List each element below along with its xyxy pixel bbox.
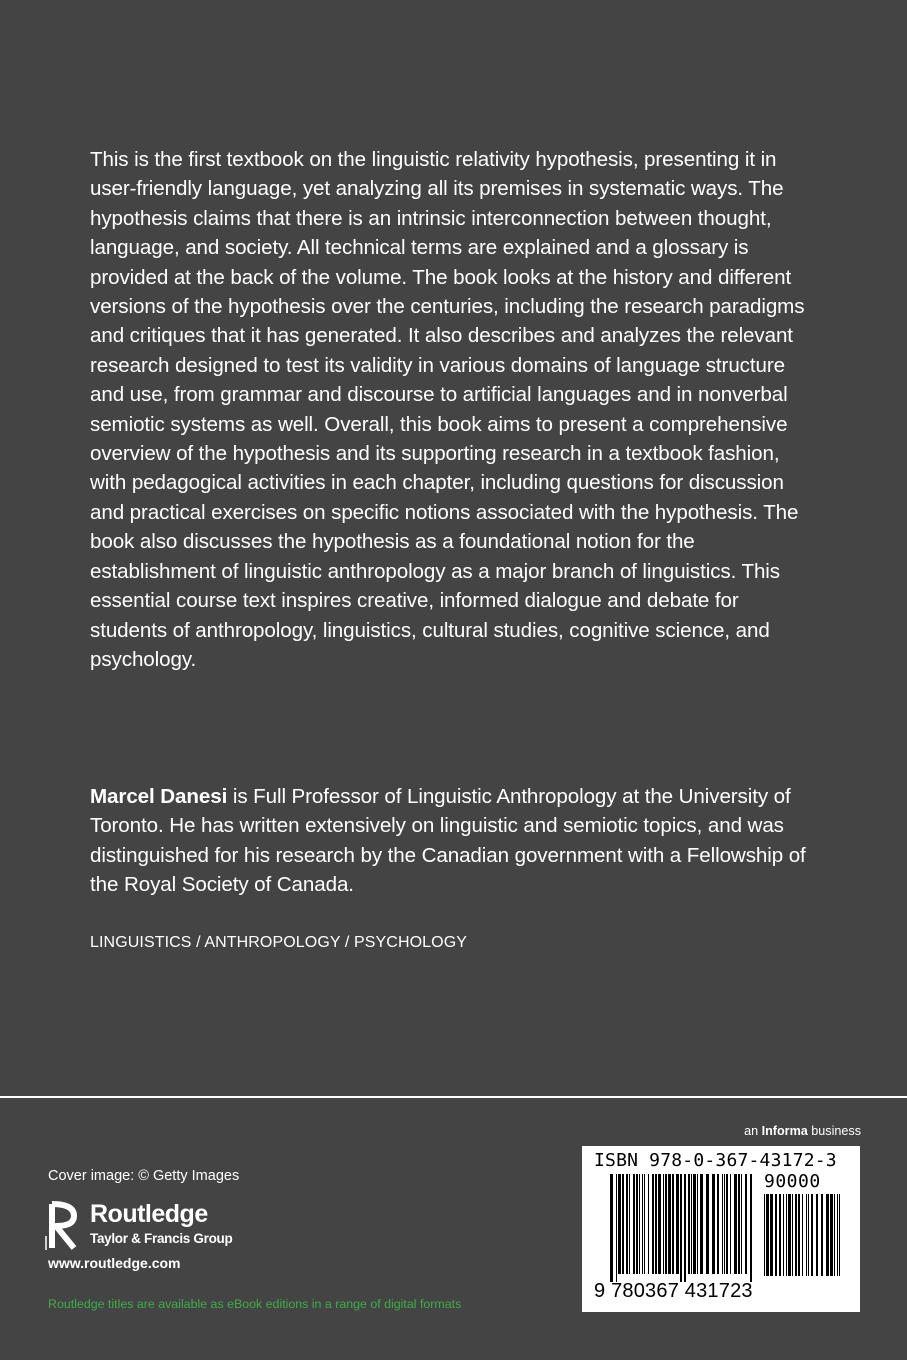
barcode-bar <box>808 1194 809 1276</box>
barcode-bar <box>795 1194 797 1276</box>
barcode-bar <box>688 1174 690 1274</box>
barcode-bar <box>726 1174 728 1274</box>
barcode-bar <box>821 1194 823 1276</box>
author-bio-text: is Full Professor of Linguistic Anthropology at the University of Toronto. He has written extensively on linguistic and semiotic topics, and was distinguished for his research by the Canadian government with a Fellowship of the Royal Society of Canada. <box>90 785 806 897</box>
barcode-bar <box>741 1174 742 1274</box>
isbn-barcode <box>582 1146 860 1312</box>
barcode-bar <box>798 1194 800 1276</box>
book-description: This is the first textbook on the linguistic relativity hypothesis, presenting it in user-friendly language, yet analyzing all its premises in systematic ways. The hypothesis claims that there is an intrinsic interconnection between thought, language, and society. All technical terms are explained and a glossary is provided at the back of the volume. The book looks at the history and different versions of the hypothesis over the centuries, including the research paradigms and critiques that it has generated. It also describes and analyzes the relevant research designed to test its validity in various domains of language structure and use, from grammar and discourse to artificial languages and in nonverbal semiotic systems as well. Overall, this book aims to present a comprehensive overview of the hypothesis and its supporting research in a textbook fashion, with pedagogical activities in each chapter, including questions for discussion and practical exercises on specific notions associated with the hypothesis. The book also discusses the hypothesis as a foundational notion for the establishment of linguistic anthropology as a major branch of linguistics. This essential course text inspires creative, informed dialogue and debate for students of anthropology, linguistics, cultural studies, cognitive science, and psychology. <box>90 148 805 671</box>
routledge-logo <box>44 1200 244 1252</box>
routledge-r-icon <box>44 1200 82 1252</box>
barcode-bar <box>639 1174 640 1274</box>
barcode-bar <box>676 1174 679 1274</box>
barcode-bar <box>652 1174 654 1274</box>
barcode-bar <box>839 1194 840 1276</box>
author-name: Marcel Danesi <box>90 785 228 808</box>
barcode-bar <box>663 1174 664 1274</box>
isbn-digits: 9 780367 431723 <box>594 1280 753 1302</box>
barcode-bar <box>616 1174 617 1282</box>
barcode-bar <box>770 1194 773 1276</box>
barcode-bar <box>806 1194 807 1276</box>
barcode-bar <box>766 1194 769 1276</box>
barcode-bars <box>610 1174 758 1282</box>
barcode-bar <box>722 1174 723 1274</box>
logo-name: Routledge <box>90 1200 208 1228</box>
subject-categories: LINGUISTICS / ANTHROPOLOGY / PSYCHOLOGY <box>90 934 468 951</box>
isbn-label: ISBN 978-0-367-43172-3 <box>594 1150 837 1171</box>
barcode-bar <box>786 1194 787 1276</box>
barcode-bar <box>648 1174 649 1274</box>
barcode-addon-bars <box>764 1194 846 1276</box>
author-bio <box>90 782 820 900</box>
barcode-bar <box>802 1194 803 1276</box>
barcode-bar <box>629 1174 630 1274</box>
barcode-bar <box>626 1174 628 1274</box>
barcode-bar <box>691 1174 692 1274</box>
barcode-bar <box>672 1174 674 1274</box>
barcode-bar <box>788 1194 791 1276</box>
barcode-bar <box>775 1194 777 1276</box>
barcode-bar <box>712 1174 715 1274</box>
barcode-bar <box>734 1174 737 1274</box>
logo-group: Taylor & Francis Group <box>90 1231 233 1246</box>
barcode-bar <box>830 1194 833 1276</box>
barcode-bar <box>792 1194 793 1276</box>
barcode-bar <box>633 1174 635 1274</box>
barcode-bar <box>697 1174 698 1274</box>
informa-business-tag <box>744 1124 861 1138</box>
barcode-bar <box>700 1174 703 1274</box>
barcode-bar <box>779 1194 781 1276</box>
barcode-bar <box>693 1174 696 1274</box>
barcode-bar <box>738 1174 740 1274</box>
barcode-bar <box>724 1174 725 1274</box>
barcode-bar <box>783 1194 784 1276</box>
barcode-bar <box>706 1174 709 1274</box>
barcode-bar <box>642 1174 643 1274</box>
divider-line <box>0 1096 907 1098</box>
barcode-bar <box>618 1174 621 1274</box>
cover-image-credit: Cover image: © Getty Images <box>48 1168 240 1184</box>
barcode-bar <box>834 1194 835 1276</box>
ebook-availability-note: Routledge titles are available as eBook editions in a range of digital formats <box>48 1297 462 1311</box>
barcode-bar <box>644 1174 645 1274</box>
informa-name: Informa <box>761 1124 808 1138</box>
barcode-bar <box>636 1174 638 1274</box>
barcode-bar <box>655 1174 657 1274</box>
informa-prefix: an <box>744 1124 762 1138</box>
barcode-bar <box>717 1174 719 1274</box>
barcode-bar <box>837 1194 838 1276</box>
barcode-bar <box>826 1194 829 1276</box>
barcode-bar <box>684 1174 686 1282</box>
barcode-bar <box>665 1174 667 1274</box>
barcode-bar <box>764 1194 765 1276</box>
price-code: 90000 <box>764 1171 821 1192</box>
barcode-bar <box>680 1174 682 1282</box>
barcode-bar <box>622 1174 624 1274</box>
barcode-bar <box>668 1174 671 1274</box>
barcode-bar <box>811 1194 813 1276</box>
barcode-bar <box>658 1174 661 1274</box>
barcode-bar <box>730 1174 731 1274</box>
informa-suffix: business <box>807 1124 861 1138</box>
barcode-bar <box>610 1174 613 1282</box>
publisher-website[interactable]: www.routledge.com <box>48 1255 181 1271</box>
barcode-bar <box>750 1174 752 1282</box>
barcode-bar <box>745 1174 747 1274</box>
barcode-bar <box>816 1194 818 1276</box>
